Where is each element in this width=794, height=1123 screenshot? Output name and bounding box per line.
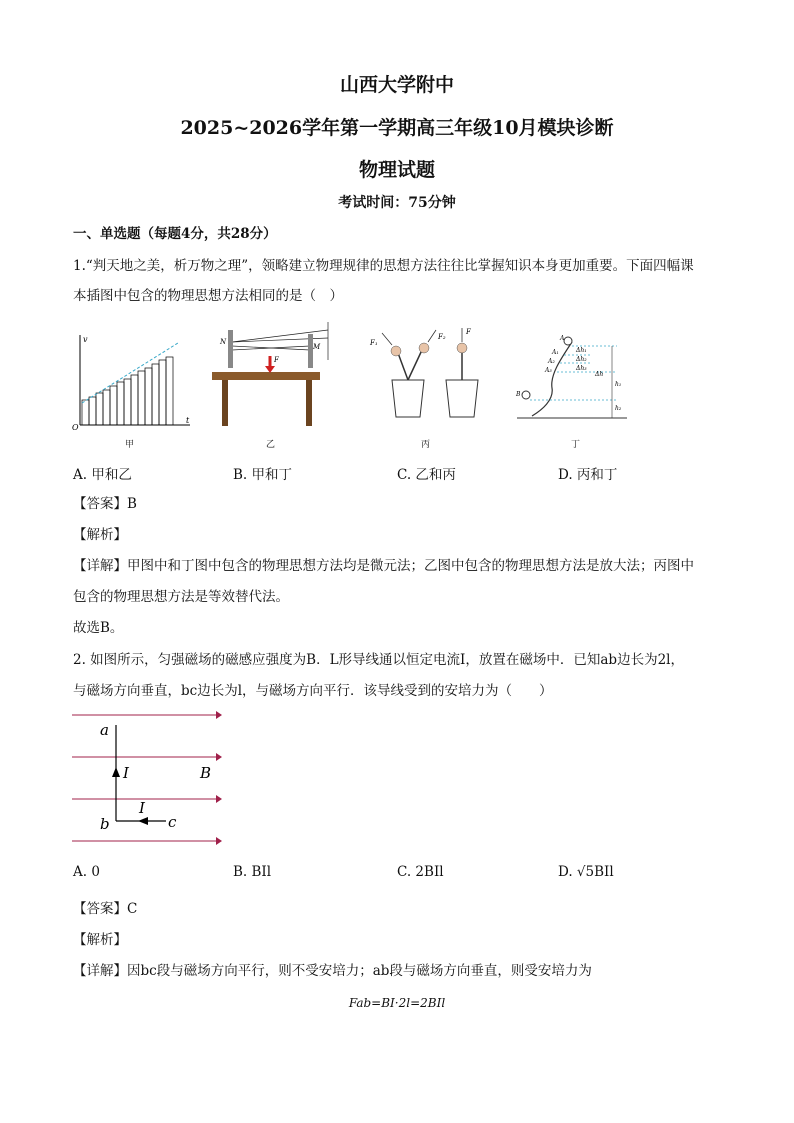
label-h2: h₂: [615, 405, 622, 412]
figure-bing: [362, 325, 492, 425]
q2-detail-line1: 【详解】因bc段与磁场方向平行，则不受安培力；ab段与磁场方向垂直，则受安培力为: [73, 963, 592, 979]
q1-conclusion: 故选B。: [73, 620, 124, 636]
hand-single: [457, 343, 467, 353]
label-field-b: B: [200, 764, 212, 782]
school-name: 山西大学附中: [339, 74, 454, 96]
label-c: c: [168, 813, 177, 831]
section-title: 一、单选题（每题4分，共28分）: [73, 226, 277, 242]
q2-analysis: 【解析】: [73, 932, 127, 948]
label-f: F: [274, 356, 279, 364]
q2-option-d[interactable]: D. √5BIl: [558, 864, 614, 880]
q1-detail-line2: 包含的物理思想方法是等效替代法。: [73, 589, 289, 605]
q2-option-b[interactable]: B. BIl: [233, 864, 272, 880]
label-a1: A₁: [552, 349, 559, 356]
hand-left: [391, 346, 401, 356]
q1-option-c[interactable]: C. 乙和丙: [397, 467, 456, 483]
q1-detail-line1: 【详解】甲图中和丁图中包含的物理思想方法均是微元法；乙图中包含的物理思想方法是放大法；丙图中: [73, 558, 694, 574]
current-arrow-bc: [138, 817, 148, 825]
q1-analysis: 【解析】: [73, 527, 127, 543]
q2-option-c[interactable]: C. 2BIl: [397, 864, 444, 880]
label-a3: A₃: [545, 367, 552, 374]
label-dh1: Δh₁: [576, 347, 587, 354]
caption-ding: 丁: [571, 440, 581, 450]
axis-t-label: t: [186, 416, 190, 425]
mirror-n: [228, 330, 233, 368]
q1-option-b[interactable]: B. 甲和丁: [233, 467, 293, 483]
field-arrowheads: [216, 711, 222, 845]
origin-label: O: [72, 423, 79, 430]
label-f: F: [466, 328, 471, 336]
axis-v-label: v: [83, 335, 88, 344]
label-n: N: [220, 338, 227, 346]
label-current-ab: I: [123, 764, 129, 782]
label-a2: A₂: [548, 358, 555, 365]
q1-stem-line2: 本插图中包含的物理思想方法相同的是（ ）: [73, 288, 343, 304]
ball-a: [564, 337, 572, 345]
current-arrow-ab: [112, 767, 120, 777]
q1-option-d[interactable]: D. 丙和丁: [558, 467, 618, 483]
caption-yi: 乙: [266, 440, 276, 450]
q2-answer: 【答案】C: [73, 901, 138, 917]
caption-jia: 甲: [125, 440, 135, 450]
exam-time: 考试时间：75分钟: [338, 195, 456, 211]
force-arrow: [265, 366, 275, 373]
label-current-bc: I: [139, 799, 145, 817]
label-a: A: [560, 335, 565, 342]
q1-answer: 【答案】B: [73, 496, 137, 512]
ball-b: [522, 391, 530, 399]
exam-term: 2025~2026学年第一学期高三年级10月模块诊断: [180, 117, 614, 139]
q2-stem-line1: 2. 如图所示，匀强磁场的磁感应强度为B．L形导线通以恒定电流I，放置在磁场中．已知ab边长为2l，: [73, 652, 684, 668]
staircase-bars: [82, 357, 173, 425]
label-dh3: Δh₃: [576, 365, 587, 372]
label-m: M: [313, 343, 321, 351]
mirror-m: [308, 334, 313, 368]
label-h1: h₁: [615, 381, 622, 388]
label-f1: F₁: [370, 339, 378, 347]
label-b: B: [516, 391, 521, 398]
label-dh2: Δh₂: [576, 356, 587, 363]
hand-right: [419, 343, 429, 353]
q1-stem-line1: 1.“判天地之美，析万物之理”，领略建立物理规律的思想方法往往比掌握知识本身更加重要。下面四幅课: [73, 258, 694, 274]
exam-subject: 物理试题: [358, 159, 435, 181]
label-dh: Δh: [595, 371, 604, 378]
label-a: a: [100, 721, 109, 739]
figure-ding: [512, 330, 632, 426]
figure-jia: [70, 330, 195, 430]
q2-option-a[interactable]: A. 0: [73, 864, 100, 880]
q2-figure: [70, 705, 225, 850]
q2-stem-line2: 与磁场方向垂直，bc边长为l，与磁场方向平行．该导线受到的安培力为（ ）: [73, 683, 553, 699]
trend-line: [82, 343, 178, 403]
q1-option-a[interactable]: A. 甲和乙: [73, 467, 132, 483]
label-b: b: [100, 815, 110, 833]
figure-yi: [210, 320, 340, 430]
label-f2: F₂: [438, 333, 446, 341]
table-top: [212, 372, 320, 380]
caption-bing: 丙: [421, 440, 431, 450]
q2-formula: Fab=BI·2l=2BIl: [348, 996, 446, 1010]
